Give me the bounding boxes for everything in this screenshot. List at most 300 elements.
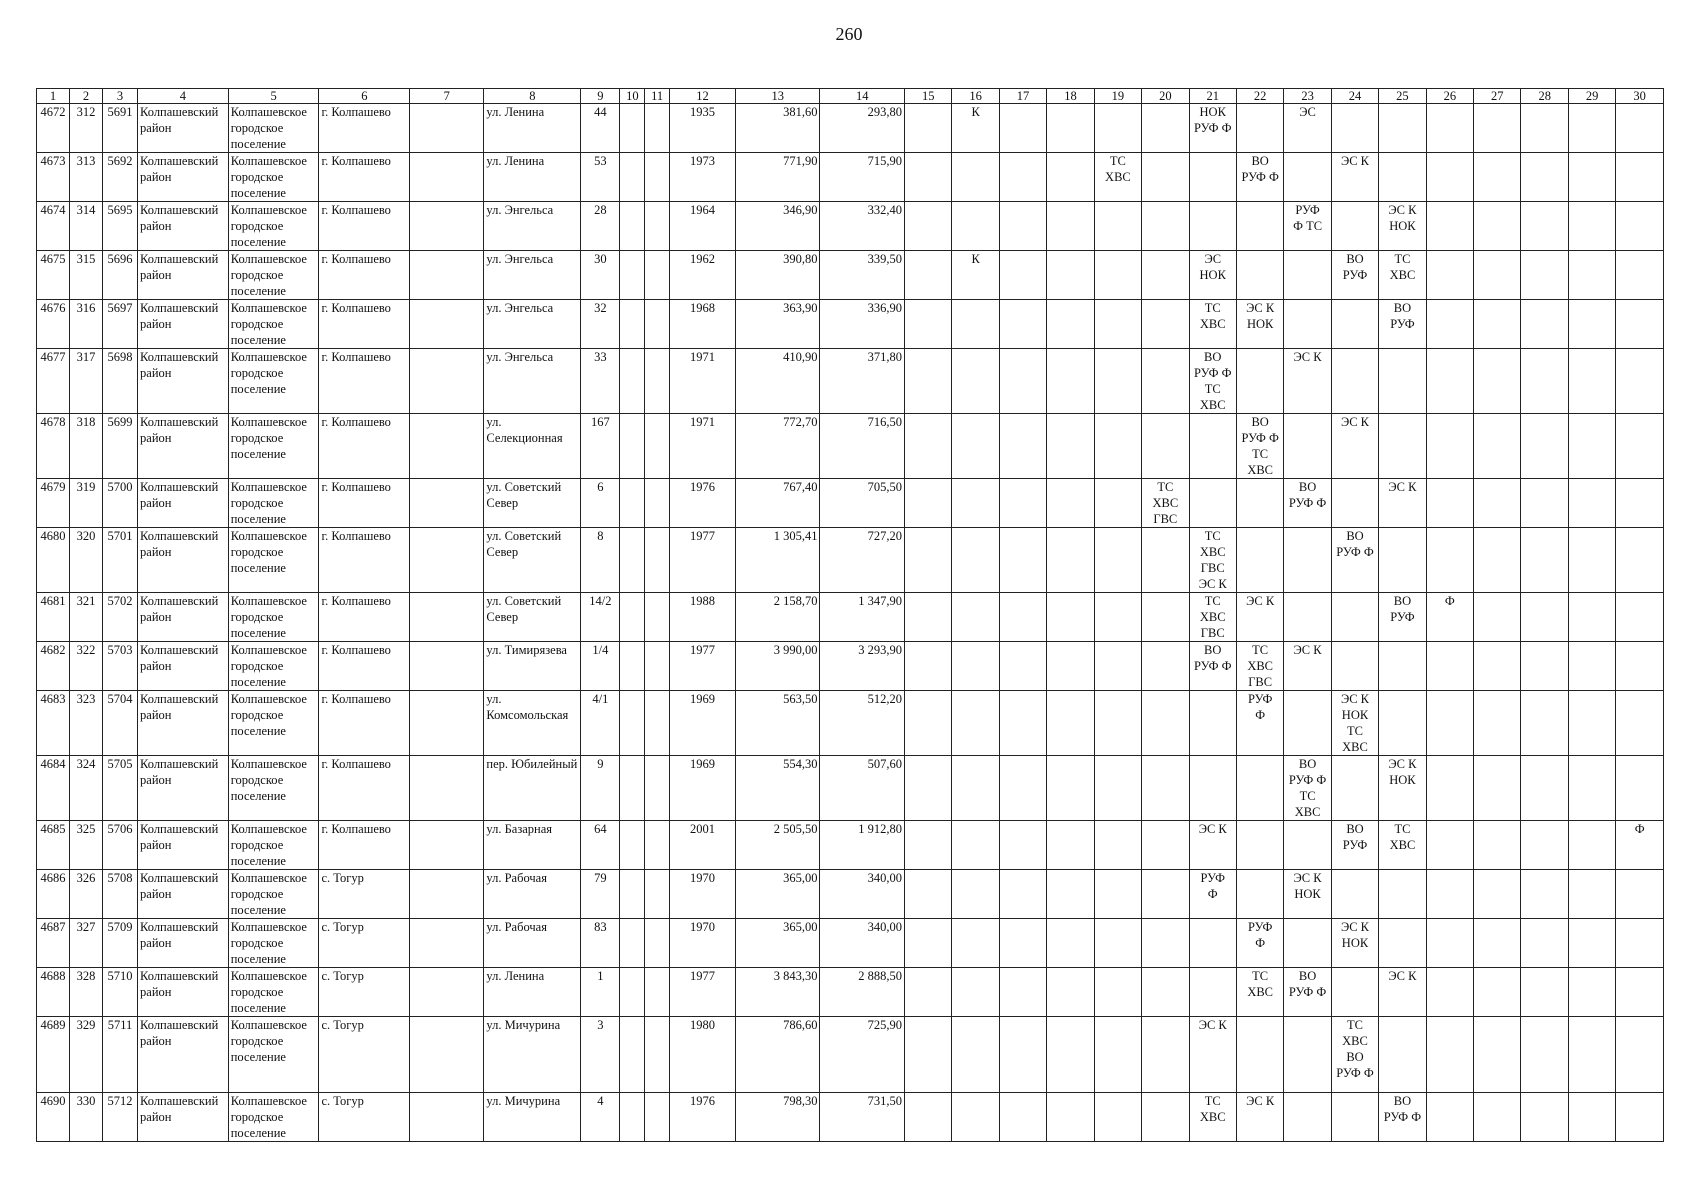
cell-col-11 xyxy=(645,1017,670,1093)
code-cell-col-16 xyxy=(952,870,999,919)
code-cell-col-16 xyxy=(952,202,999,251)
cell-col-10 xyxy=(620,528,645,593)
code-cell-col-16 xyxy=(952,349,999,414)
code-cell-col-29 xyxy=(1568,968,1615,1017)
code-cell-col-25: ВО РУФ xyxy=(1379,300,1426,349)
code-cell-col-22 xyxy=(1236,104,1283,153)
cell-col-2: 326 xyxy=(69,870,102,919)
column-header-5: 5 xyxy=(228,89,319,104)
cell-col-7 xyxy=(410,968,484,1017)
cell-col-14: 1 912,80 xyxy=(820,821,905,870)
code-cell-col-23 xyxy=(1284,251,1331,300)
column-header-29: 29 xyxy=(1568,89,1615,104)
cell-col-1: 4689 xyxy=(37,1017,70,1093)
cell-col-3: 5700 xyxy=(102,479,137,528)
cell-col-13: 363,90 xyxy=(735,300,820,349)
code-cell-col-18 xyxy=(1047,414,1094,479)
table-row xyxy=(37,414,1664,479)
code-cell-col-16 xyxy=(952,593,999,642)
cell-col-10 xyxy=(620,153,645,202)
cell-col-3: 5699 xyxy=(102,414,137,479)
cell-col-2: 316 xyxy=(69,300,102,349)
code-cell-col-24 xyxy=(1331,968,1378,1017)
code-cell-col-18 xyxy=(1047,349,1094,414)
cell-col-5: Колпашевское городское поселение xyxy=(228,870,319,919)
column-header-3: 3 xyxy=(102,89,137,104)
cell-col-12: 1968 xyxy=(669,300,735,349)
code-cell-col-15 xyxy=(905,691,952,756)
code-cell-col-16 xyxy=(952,1093,999,1142)
cell-col-9: 32 xyxy=(581,300,620,349)
cell-col-2: 315 xyxy=(69,251,102,300)
column-header-28: 28 xyxy=(1521,89,1568,104)
cell-col-8: ул. Энгельса xyxy=(484,300,581,349)
code-cell-col-21: ВО РУФ Ф ТС ХВС xyxy=(1189,349,1236,414)
cell-col-2: 317 xyxy=(69,349,102,414)
code-cell-col-21: НОК РУФ Ф xyxy=(1189,104,1236,153)
cell-col-6: г. Колпашево xyxy=(319,691,410,756)
code-cell-col-19 xyxy=(1094,251,1141,300)
cell-col-13: 2 505,50 xyxy=(735,821,820,870)
column-header-2: 2 xyxy=(69,89,102,104)
cell-col-10 xyxy=(620,821,645,870)
cell-col-7 xyxy=(410,756,484,821)
cell-col-2: 318 xyxy=(69,414,102,479)
code-cell-col-15 xyxy=(905,479,952,528)
cell-col-5: Колпашевское городское поселение xyxy=(228,968,319,1017)
code-cell-col-25 xyxy=(1379,642,1426,691)
code-cell-col-22 xyxy=(1236,479,1283,528)
code-cell-col-29 xyxy=(1568,1017,1615,1093)
code-cell-col-18 xyxy=(1047,528,1094,593)
cell-col-8: ул. Ленина xyxy=(484,968,581,1017)
code-cell-col-20 xyxy=(1142,251,1189,300)
cell-col-5: Колпашевское городское поселение xyxy=(228,691,319,756)
cell-col-8: ул. Селекционная xyxy=(484,414,581,479)
cell-col-14: 731,50 xyxy=(820,1093,905,1142)
cell-col-8: ул. Рабочая xyxy=(484,919,581,968)
code-cell-col-20 xyxy=(1142,104,1189,153)
cell-col-7 xyxy=(410,1093,484,1142)
cell-col-9: 3 xyxy=(581,1017,620,1093)
code-cell-col-27 xyxy=(1474,300,1521,349)
cell-col-4: Колпашевский район xyxy=(138,104,229,153)
code-cell-col-27 xyxy=(1474,919,1521,968)
column-header-21: 21 xyxy=(1189,89,1236,104)
code-cell-col-30 xyxy=(1616,104,1664,153)
cell-col-7 xyxy=(410,528,484,593)
column-number-header xyxy=(37,89,1664,104)
cell-col-13: 767,40 xyxy=(735,479,820,528)
cell-col-9: 30 xyxy=(581,251,620,300)
code-cell-col-24: ЭС К НОК xyxy=(1331,919,1378,968)
code-cell-col-17 xyxy=(999,153,1046,202)
code-cell-col-17 xyxy=(999,104,1046,153)
cell-col-14: 339,50 xyxy=(820,251,905,300)
cell-col-11 xyxy=(645,104,670,153)
code-cell-col-20 xyxy=(1142,1017,1189,1093)
cell-col-13: 563,50 xyxy=(735,691,820,756)
table-row xyxy=(37,528,1664,593)
cell-col-2: 325 xyxy=(69,821,102,870)
cell-col-5: Колпашевское городское поселение xyxy=(228,349,319,414)
cell-col-14: 725,90 xyxy=(820,1017,905,1093)
code-cell-col-25: ЭС К НОК xyxy=(1379,202,1426,251)
code-cell-col-28 xyxy=(1521,919,1568,968)
code-cell-col-23: ЭС К xyxy=(1284,642,1331,691)
cell-col-4: Колпашевский район xyxy=(138,691,229,756)
cell-col-10 xyxy=(620,756,645,821)
code-cell-col-28 xyxy=(1521,642,1568,691)
cell-col-12: 1969 xyxy=(669,691,735,756)
table-row xyxy=(37,153,1664,202)
cell-col-13: 1 305,41 xyxy=(735,528,820,593)
code-cell-col-23 xyxy=(1284,691,1331,756)
code-cell-col-30 xyxy=(1616,300,1664,349)
table-row xyxy=(37,821,1664,870)
column-header-30: 30 xyxy=(1616,89,1664,104)
column-header-24: 24 xyxy=(1331,89,1378,104)
code-cell-col-21 xyxy=(1189,479,1236,528)
code-cell-col-17 xyxy=(999,691,1046,756)
code-cell-col-17 xyxy=(999,479,1046,528)
code-cell-col-21: ТС ХВС ГВС xyxy=(1189,593,1236,642)
cell-col-10 xyxy=(620,1093,645,1142)
cell-col-11 xyxy=(645,202,670,251)
cell-col-2: 327 xyxy=(69,919,102,968)
code-cell-col-26 xyxy=(1426,528,1473,593)
code-cell-col-16 xyxy=(952,919,999,968)
code-cell-col-23 xyxy=(1284,821,1331,870)
cell-col-8: ул. Мичурина xyxy=(484,1017,581,1093)
cell-col-3: 5695 xyxy=(102,202,137,251)
cell-col-14: 2 888,50 xyxy=(820,968,905,1017)
code-cell-col-24: ЭС К xyxy=(1331,153,1378,202)
table-row xyxy=(37,1017,1664,1093)
cell-col-1: 4686 xyxy=(37,870,70,919)
cell-col-10 xyxy=(620,642,645,691)
cell-col-6: г. Колпашево xyxy=(319,349,410,414)
code-cell-col-16 xyxy=(952,528,999,593)
cell-col-10 xyxy=(620,349,645,414)
cell-col-4: Колпашевский район xyxy=(138,349,229,414)
column-header-25: 25 xyxy=(1379,89,1426,104)
code-cell-col-26 xyxy=(1426,756,1473,821)
cell-col-8: ул. Ленина xyxy=(484,153,581,202)
cell-col-9: 44 xyxy=(581,104,620,153)
column-header-6: 6 xyxy=(319,89,410,104)
code-cell-col-26 xyxy=(1426,414,1473,479)
table-row xyxy=(37,919,1664,968)
cell-col-8: ул. Советский Север xyxy=(484,593,581,642)
code-cell-col-18 xyxy=(1047,756,1094,821)
cell-col-6: с. Тогур xyxy=(319,870,410,919)
cell-col-1: 4685 xyxy=(37,821,70,870)
code-cell-col-22: ЭС К НОК xyxy=(1236,300,1283,349)
cell-col-4: Колпашевский район xyxy=(138,414,229,479)
cell-col-8: ул. Энгельса xyxy=(484,202,581,251)
column-header-17: 17 xyxy=(999,89,1046,104)
cell-col-6: г. Колпашево xyxy=(319,300,410,349)
code-cell-col-21 xyxy=(1189,968,1236,1017)
column-header-7: 7 xyxy=(410,89,484,104)
cell-col-3: 5691 xyxy=(102,104,137,153)
code-cell-col-19 xyxy=(1094,642,1141,691)
cell-col-1: 4683 xyxy=(37,691,70,756)
code-cell-col-23 xyxy=(1284,593,1331,642)
code-cell-col-15 xyxy=(905,870,952,919)
code-cell-col-29 xyxy=(1568,1093,1615,1142)
code-cell-col-17 xyxy=(999,251,1046,300)
cell-col-5: Колпашевское городское поселение xyxy=(228,202,319,251)
cell-col-5: Колпашевское городское поселение xyxy=(228,821,319,870)
code-cell-col-25: ЭС К xyxy=(1379,968,1426,1017)
cell-col-1: 4690 xyxy=(37,1093,70,1142)
code-cell-col-26 xyxy=(1426,300,1473,349)
code-cell-col-15 xyxy=(905,153,952,202)
cell-col-4: Колпашевский район xyxy=(138,1093,229,1142)
cell-col-9: 28 xyxy=(581,202,620,251)
code-cell-col-21: ЭС К xyxy=(1189,1017,1236,1093)
cell-col-10 xyxy=(620,1017,645,1093)
cell-col-2: 330 xyxy=(69,1093,102,1142)
code-cell-col-18 xyxy=(1047,1093,1094,1142)
cell-col-13: 786,60 xyxy=(735,1017,820,1093)
code-cell-col-19: ТС ХВС xyxy=(1094,153,1141,202)
cell-col-3: 5711 xyxy=(102,1017,137,1093)
code-cell-col-30 xyxy=(1616,593,1664,642)
code-cell-col-20 xyxy=(1142,593,1189,642)
cell-col-14: 3 293,90 xyxy=(820,642,905,691)
code-cell-col-19 xyxy=(1094,870,1141,919)
cell-col-6: г. Колпашево xyxy=(319,153,410,202)
code-cell-col-15 xyxy=(905,202,952,251)
cell-col-12: 1977 xyxy=(669,642,735,691)
code-cell-col-25: ВО РУФ Ф xyxy=(1379,1093,1426,1142)
table-row xyxy=(37,104,1664,153)
code-cell-col-30 xyxy=(1616,968,1664,1017)
cell-col-5: Колпашевское городское поселение xyxy=(228,479,319,528)
code-cell-col-28 xyxy=(1521,414,1568,479)
cell-col-7 xyxy=(410,153,484,202)
code-cell-col-19 xyxy=(1094,919,1141,968)
cell-col-14: 715,90 xyxy=(820,153,905,202)
code-cell-col-27 xyxy=(1474,104,1521,153)
code-cell-col-27 xyxy=(1474,414,1521,479)
code-cell-col-22 xyxy=(1236,528,1283,593)
code-cell-col-29 xyxy=(1568,349,1615,414)
cell-col-14: 512,20 xyxy=(820,691,905,756)
cell-col-8: ул. Мичурина xyxy=(484,1093,581,1142)
cell-col-8: ул. Советский Север xyxy=(484,528,581,593)
cell-col-12: 1988 xyxy=(669,593,735,642)
cell-col-12: 1971 xyxy=(669,349,735,414)
column-header-15: 15 xyxy=(905,89,952,104)
cell-col-9: 33 xyxy=(581,349,620,414)
cell-col-10 xyxy=(620,479,645,528)
cell-col-1: 4672 xyxy=(37,104,70,153)
cell-col-10 xyxy=(620,251,645,300)
code-cell-col-27 xyxy=(1474,479,1521,528)
code-cell-col-17 xyxy=(999,870,1046,919)
code-cell-col-22: ЭС К xyxy=(1236,1093,1283,1142)
cell-col-11 xyxy=(645,642,670,691)
cell-col-5: Колпашевское городское поселение xyxy=(228,919,319,968)
cell-col-8: ул. Энгельса xyxy=(484,251,581,300)
code-cell-col-19 xyxy=(1094,414,1141,479)
cell-col-13: 772,70 xyxy=(735,414,820,479)
cell-col-12: 2001 xyxy=(669,821,735,870)
cell-col-9: 4/1 xyxy=(581,691,620,756)
cell-col-7 xyxy=(410,821,484,870)
code-cell-col-30 xyxy=(1616,479,1664,528)
code-cell-col-21: ВО РУФ Ф xyxy=(1189,642,1236,691)
code-cell-col-28 xyxy=(1521,870,1568,919)
code-cell-col-23: ВО РУФ Ф xyxy=(1284,479,1331,528)
code-cell-col-20 xyxy=(1142,1093,1189,1142)
cell-col-3: 5696 xyxy=(102,251,137,300)
cell-col-5: Колпашевское городское поселение xyxy=(228,251,319,300)
code-cell-col-25: ТС ХВС xyxy=(1379,821,1426,870)
code-cell-col-30 xyxy=(1616,1017,1664,1093)
cell-col-2: 320 xyxy=(69,528,102,593)
code-cell-col-28 xyxy=(1521,968,1568,1017)
cell-col-13: 365,00 xyxy=(735,870,820,919)
code-cell-col-16 xyxy=(952,300,999,349)
cell-col-4: Колпашевский район xyxy=(138,756,229,821)
code-cell-col-20 xyxy=(1142,202,1189,251)
cell-col-2: 312 xyxy=(69,104,102,153)
cell-col-3: 5698 xyxy=(102,349,137,414)
code-cell-col-17 xyxy=(999,593,1046,642)
cell-col-14: 336,90 xyxy=(820,300,905,349)
cell-col-5: Колпашевское городское поселение xyxy=(228,642,319,691)
cell-col-14: 1 347,90 xyxy=(820,593,905,642)
code-cell-col-16 xyxy=(952,642,999,691)
code-cell-col-17 xyxy=(999,756,1046,821)
code-cell-col-29 xyxy=(1568,593,1615,642)
cell-col-14: 332,40 xyxy=(820,202,905,251)
column-header-9: 9 xyxy=(581,89,620,104)
code-cell-col-18 xyxy=(1047,691,1094,756)
cell-col-8: ул. Тимирязева xyxy=(484,642,581,691)
code-cell-col-20 xyxy=(1142,756,1189,821)
code-cell-col-17 xyxy=(999,349,1046,414)
code-cell-col-22 xyxy=(1236,1017,1283,1093)
code-cell-col-18 xyxy=(1047,593,1094,642)
code-cell-col-29 xyxy=(1568,756,1615,821)
code-cell-col-24 xyxy=(1331,756,1378,821)
code-cell-col-24 xyxy=(1331,870,1378,919)
code-cell-col-27 xyxy=(1474,756,1521,821)
code-cell-col-18 xyxy=(1047,479,1094,528)
column-header-14: 14 xyxy=(820,89,905,104)
code-cell-col-25: ЭС К НОК xyxy=(1379,756,1426,821)
code-cell-col-22: ТС ХВС ГВС xyxy=(1236,642,1283,691)
code-cell-col-15 xyxy=(905,919,952,968)
code-cell-col-27 xyxy=(1474,1093,1521,1142)
code-cell-col-30 xyxy=(1616,756,1664,821)
code-cell-col-24 xyxy=(1331,593,1378,642)
cell-col-8: ул. Советский Север xyxy=(484,479,581,528)
code-cell-col-22 xyxy=(1236,756,1283,821)
code-cell-col-27 xyxy=(1474,821,1521,870)
table-row xyxy=(37,642,1664,691)
cell-col-9: 167 xyxy=(581,414,620,479)
code-cell-col-24 xyxy=(1331,104,1378,153)
cell-col-4: Колпашевский район xyxy=(138,593,229,642)
column-header-10: 10 xyxy=(620,89,645,104)
code-cell-col-21 xyxy=(1189,691,1236,756)
code-cell-col-26 xyxy=(1426,1093,1473,1142)
code-cell-col-20 xyxy=(1142,968,1189,1017)
code-cell-col-24 xyxy=(1331,479,1378,528)
cell-col-11 xyxy=(645,251,670,300)
table-row xyxy=(37,691,1664,756)
code-cell-col-20 xyxy=(1142,153,1189,202)
cell-col-14: 705,50 xyxy=(820,479,905,528)
code-cell-col-20 xyxy=(1142,919,1189,968)
cell-col-6: г. Колпашево xyxy=(319,479,410,528)
code-cell-col-15 xyxy=(905,821,952,870)
code-cell-col-19 xyxy=(1094,479,1141,528)
code-cell-col-20 xyxy=(1142,300,1189,349)
code-cell-col-23 xyxy=(1284,528,1331,593)
code-cell-col-28 xyxy=(1521,821,1568,870)
cell-col-13: 390,80 xyxy=(735,251,820,300)
code-cell-col-27 xyxy=(1474,528,1521,593)
code-cell-col-29 xyxy=(1568,870,1615,919)
table-row xyxy=(37,756,1664,821)
code-cell-col-27 xyxy=(1474,153,1521,202)
code-cell-col-30 xyxy=(1616,642,1664,691)
code-cell-col-26 xyxy=(1426,479,1473,528)
code-cell-col-15 xyxy=(905,968,952,1017)
code-cell-col-29 xyxy=(1568,202,1615,251)
code-cell-col-25 xyxy=(1379,691,1426,756)
code-cell-col-25 xyxy=(1379,919,1426,968)
cell-col-12: 1976 xyxy=(669,1093,735,1142)
cell-col-5: Колпашевское городское поселение xyxy=(228,1093,319,1142)
cell-col-11 xyxy=(645,756,670,821)
code-cell-col-19 xyxy=(1094,756,1141,821)
cell-col-6: г. Колпашево xyxy=(319,756,410,821)
code-cell-col-22: ВО РУФ Ф ТС ХВС xyxy=(1236,414,1283,479)
cell-col-1: 4684 xyxy=(37,756,70,821)
cell-col-4: Колпашевский район xyxy=(138,202,229,251)
cell-col-12: 1970 xyxy=(669,919,735,968)
cell-col-13: 381,60 xyxy=(735,104,820,153)
cell-col-1: 4674 xyxy=(37,202,70,251)
code-cell-col-26 xyxy=(1426,642,1473,691)
code-cell-col-24 xyxy=(1331,1093,1378,1142)
code-cell-col-26 xyxy=(1426,968,1473,1017)
code-cell-col-23 xyxy=(1284,1093,1331,1142)
code-cell-col-24: ТС ХВС ВО РУФ Ф xyxy=(1331,1017,1378,1093)
cell-col-14: 340,00 xyxy=(820,919,905,968)
cell-col-1: 4687 xyxy=(37,919,70,968)
code-cell-col-17 xyxy=(999,1093,1046,1142)
code-cell-col-15 xyxy=(905,251,952,300)
cell-col-5: Колпашевское городское поселение xyxy=(228,104,319,153)
code-cell-col-26 xyxy=(1426,821,1473,870)
cell-col-12: 1962 xyxy=(669,251,735,300)
cell-col-13: 410,90 xyxy=(735,349,820,414)
cell-col-4: Колпашевский район xyxy=(138,251,229,300)
cell-col-5: Колпашевское городское поселение xyxy=(228,300,319,349)
cell-col-7 xyxy=(410,1017,484,1093)
cell-col-9: 14/2 xyxy=(581,593,620,642)
